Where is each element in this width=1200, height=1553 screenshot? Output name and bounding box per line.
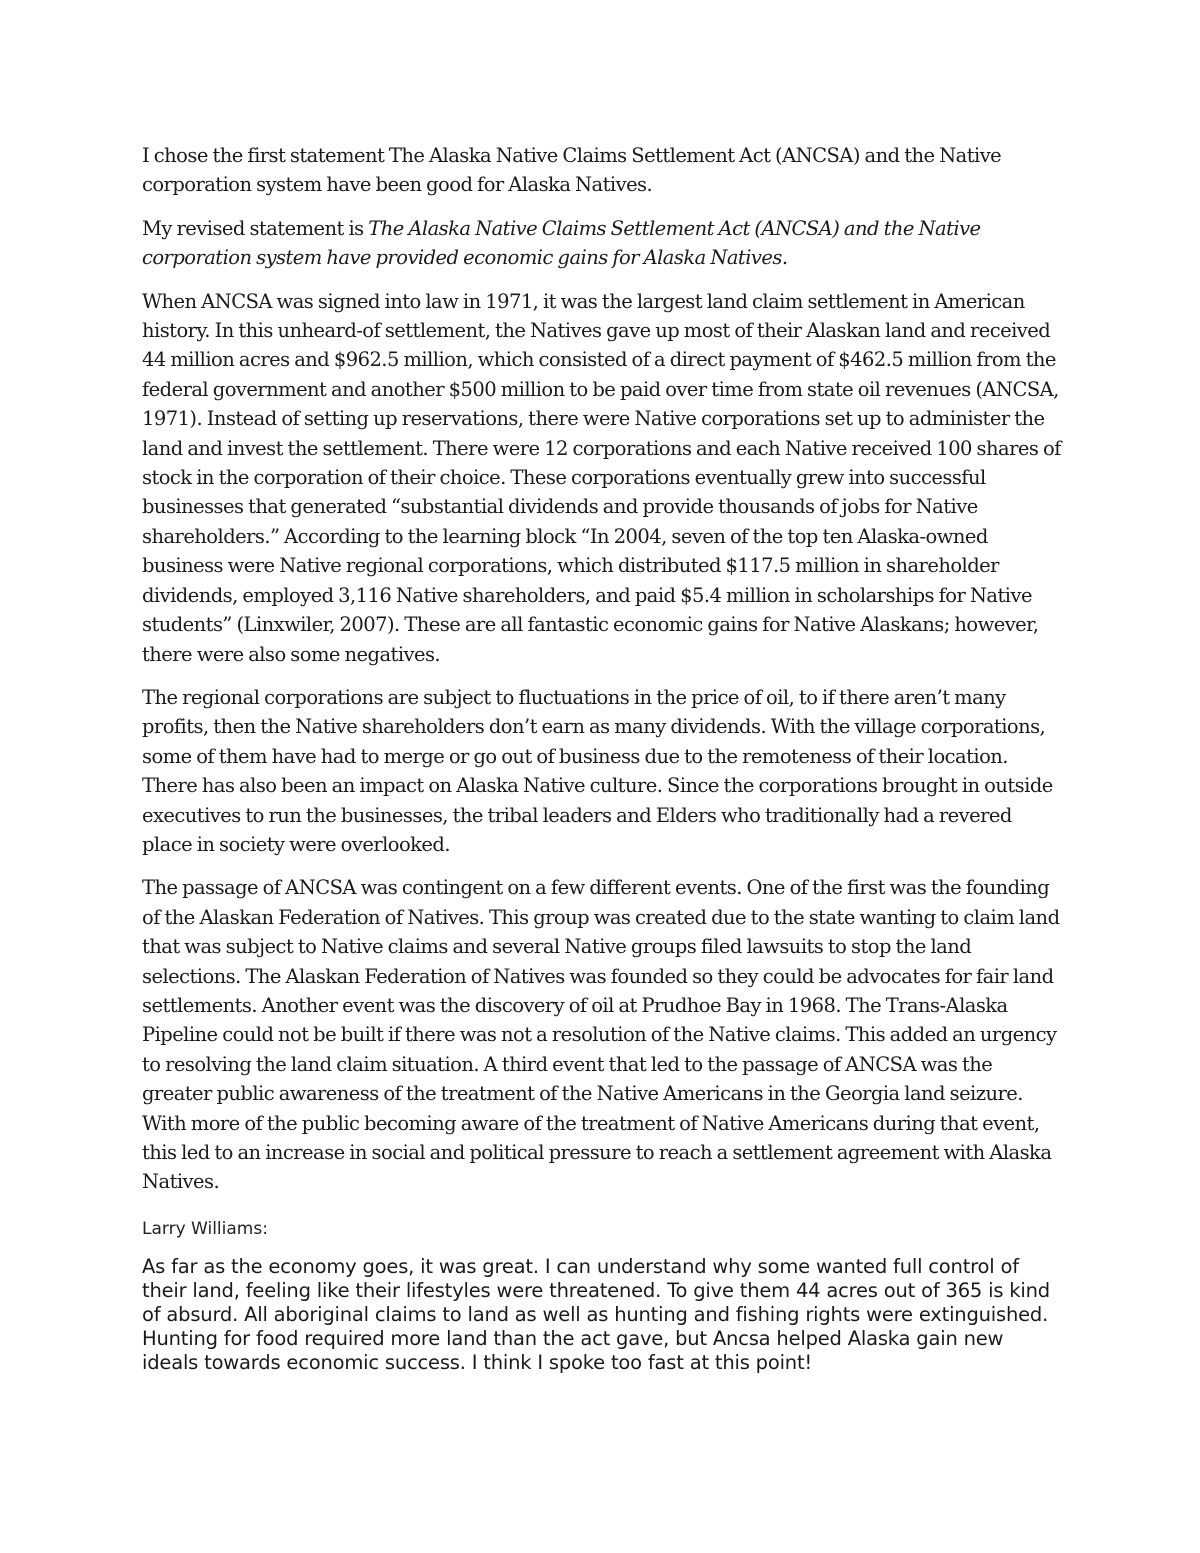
revised-statement-intro: My revised statement is xyxy=(142,216,369,240)
reply-author: Larry Williams: xyxy=(142,1218,268,1239)
revised-statement-period: . xyxy=(781,246,788,270)
document-body xyxy=(142,141,1062,1375)
paragraph-revised-statement xyxy=(142,214,1062,273)
paragraph-original-statement: I chose the first statement The Alaska Native Claims Settlement Act (ANCSA) and the Native corporation system have been good for Alaska Natives. xyxy=(142,144,1002,197)
paragraph-ancsa-history: When ANCSA was signed into law in 1971, it was the largest land claim settlement in American history. In this unheard-of settlement, the Natives gave up most of their Alaskan land and received 44 million acres and $962.5 million, which consisted of a direct payment of $462.5 million from the federal government and another $500 million to be paid over time from state oil revenues (ANCSA, 1971). Instead of setting up reservations, there were Native corporations set up to administer the land and invest the settlement. There were 12 corporations and each Native received 100 shares of stock in the corporation of their choice. These corporations eventually grew into successful businesses that generated “substantial dividends and provide thousands of jobs for Native shareholders.” According to the learning block “In 2004, seven of the top ten Alaska-owned business were Native regional corporations, which distributed $117.5 million in shareholder dividends, employed 3,116 Native shareholders, and paid $5.4 million in scholarships for Native students” (Linxwiler, 2007). These are all fantastic economic gains for Native Alaskans; however, there were also some negatives. xyxy=(142,289,1061,666)
revised-statement-text: The Alaska Native Claims Settlement Act (ANCSA) and the Native corporation system have provided economic gains for Alaska Natives xyxy=(142,216,981,270)
paragraph-negatives: The regional corporations are subject to fluctuations in the price of oil, to if there aren’t many profits, then the Native shareholders don’t earn as many dividends. With the village corporations, some of them have had to merge or go out of business due to the remoteness of their location. There has also been an impact on Alaska Native culture. Since the corporations brought in outside executives to run the businesses, the tribal leaders and Elders who traditionally had a revered place in society were overlooked. xyxy=(142,685,1053,856)
reply-text: As far as the economy goes, it was great. I can understand why some wanted full control of their land, feeling like their lifestyles were threatened. To give them 44 acres out of 365 is kind of absurd. All aboriginal claims to land as well as hunting and fishing rights were extinguished. Hunting for food required more land than the act gave, but Ancsa helped Alaska gain new ideals towards economic success. I think I spoke too fast at this point! xyxy=(142,1254,1050,1374)
paragraph-passage-events: The passage of ANCSA was contingent on a few different events. One of the first was the founding of the Alaskan Federation of Natives. This group was created due to the state wanting to claim land that was subject to Native claims and several Native groups filed lawsuits to stop the land selections. The Alaskan Federation of Natives was founded so they could be advocates for fair land settlements. Another event was the discovery of oil at Prudhoe Bay in 1968. The Trans-Alaska Pipeline could not be built if there was not a resolution of the Native claims. This added an urgency to resolving the land claim situation. A third event that led to the passage of ANCSA was the greater public awareness of the treatment of the Native Americans in the Georgia land seizure. With more of the public becoming aware of the treatment of Native Americans during that event, this led to an increase in social and political pressure to reach a settlement agreement with Alaska Natives. xyxy=(142,876,1060,1194)
